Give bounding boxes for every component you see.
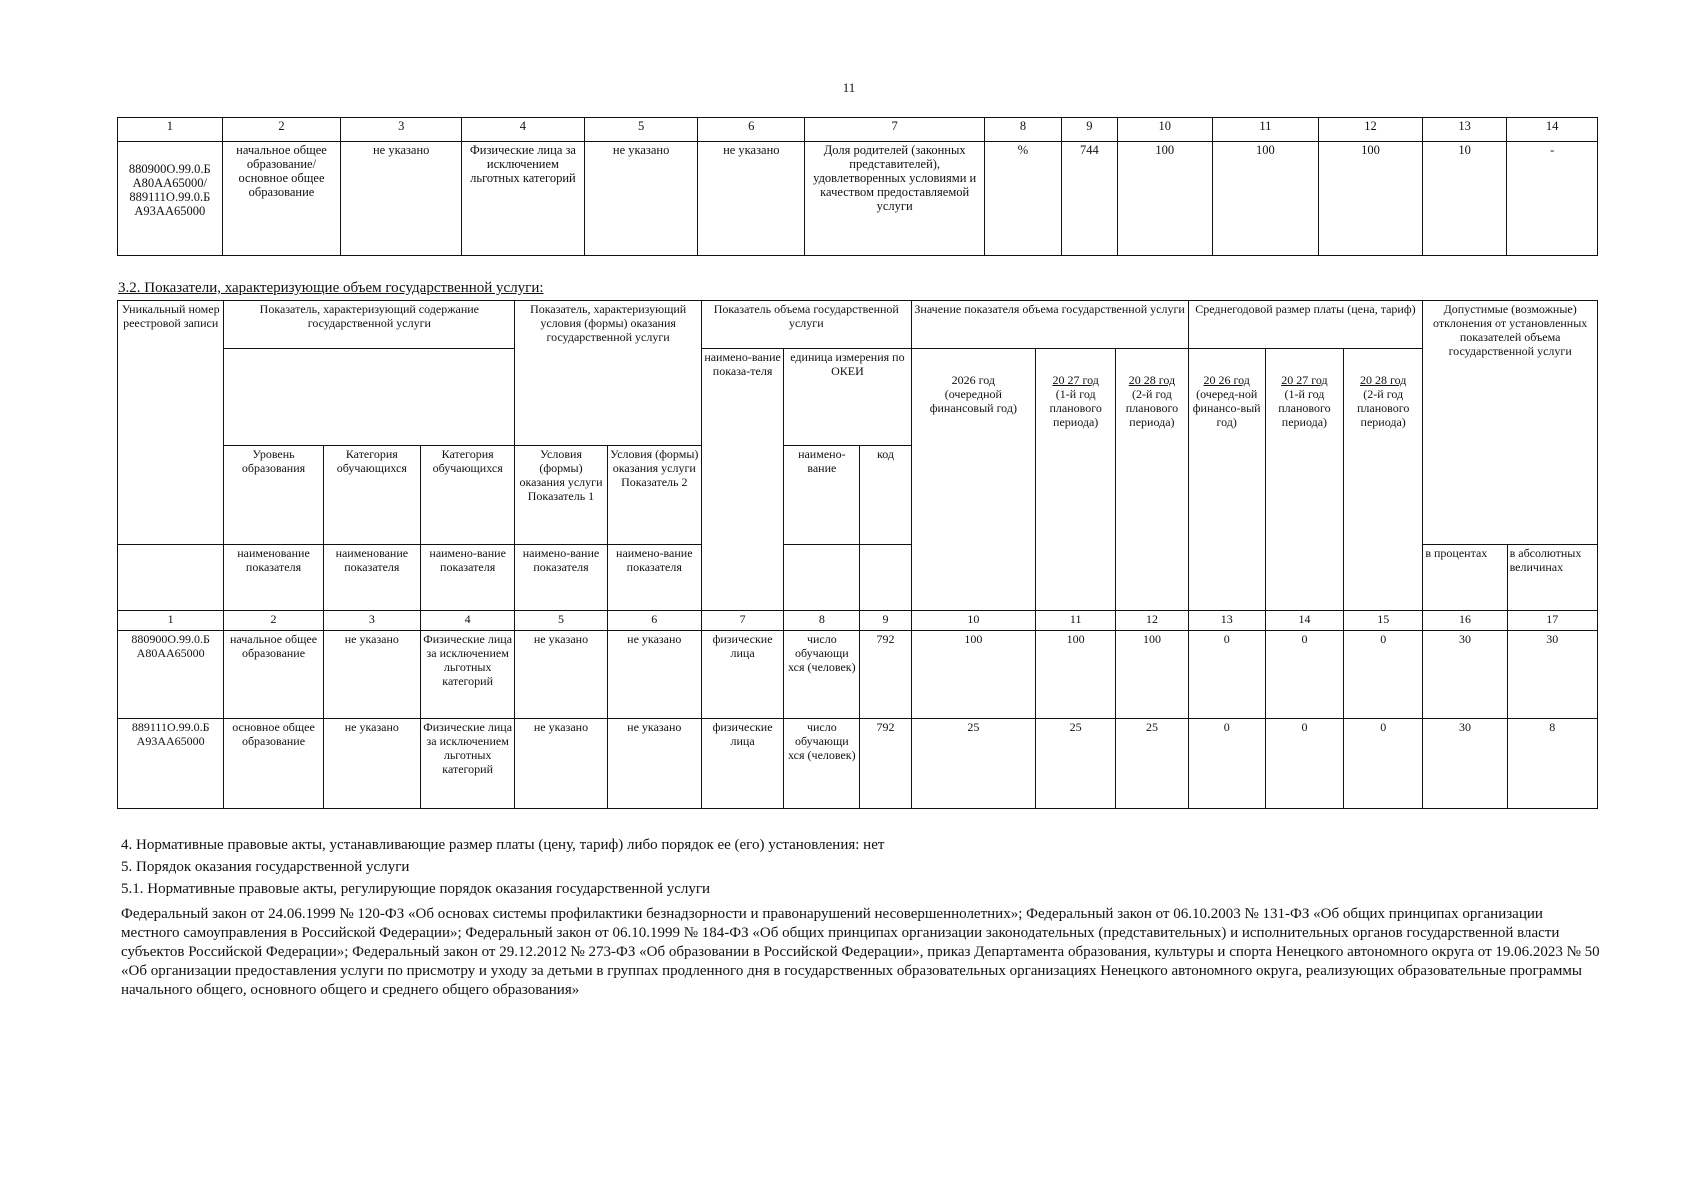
col-num: 15 (1344, 611, 1423, 631)
header-indicator-name: наимено-вание показа-теля (701, 349, 783, 611)
okei-code: 792 (860, 631, 911, 719)
header-conditions-group: Показатель, характеризующий условия (формы) оказания государственной услуги (515, 301, 702, 446)
header-fee-2028 (1344, 349, 1423, 611)
condition: не указано (698, 142, 805, 256)
value-2026: 25 (911, 719, 1035, 809)
header-level: Уровень образования (224, 446, 323, 545)
year-sub: (1-й год планового периода) (1049, 387, 1102, 429)
header-cond1: Условия (формы) оказания услуги Показатель 1 (515, 446, 607, 545)
header-cond2: Условия (формы) оказания услуги Показатель 2 (607, 446, 701, 545)
indicator-name: физические лица (701, 719, 783, 809)
year-sub: (очередной финансовый год) (929, 387, 1017, 415)
indicator-name: Доля родителей (законных представителей), удовлетворенных условиями и качеством предоставляемой услуги (805, 142, 985, 256)
deviation-percent: 10 (1422, 142, 1507, 256)
col-num: 7 (805, 118, 985, 142)
paragraph-regulating-acts: 5.1. Нормативные правовые акты, регулирующие порядок оказания государственной услуги (121, 881, 711, 897)
quality-indicators-table (117, 117, 1598, 256)
col-num: 1 (118, 118, 223, 142)
condition: не указано (607, 719, 701, 809)
header-cat1: Категория обучающихся (323, 446, 420, 545)
student-category: не указано (323, 719, 420, 809)
col-num: 4 (420, 611, 514, 631)
condition: не указано (607, 631, 701, 719)
value-2027: 100 (1036, 631, 1116, 719)
registry-code: 880900О.99.0.Б А80АА65000/ 889111О.99.0.Б А93АА65000 (118, 142, 223, 256)
fee-2028: 0 (1344, 719, 1423, 809)
okei-code: 792 (860, 719, 911, 809)
header-fee-2027 (1265, 349, 1343, 611)
value-2026: 100 (911, 631, 1035, 719)
table-row (118, 142, 1598, 256)
education-level: основное общее образование (224, 719, 323, 809)
col-num: 9 (1061, 118, 1117, 142)
header-fee-2026 (1188, 349, 1265, 611)
col-num: 2 (224, 611, 323, 631)
paragraph-service-order: 5. Порядок оказания государственной услуги (121, 859, 410, 875)
column-number-row (118, 611, 1598, 631)
value-2027: 100 (1212, 142, 1319, 256)
header-name-c: наимено-вание показателя (420, 545, 514, 611)
header-deviation-group: Допустимые (возможные) отклонения от установленных показателей объема государственной услуги (1423, 301, 1598, 545)
year-label: 20 28 год (1128, 373, 1176, 387)
unit-name: % (985, 142, 1061, 256)
col-num: 14 (1265, 611, 1343, 631)
col-num: 7 (701, 611, 783, 631)
deviation-absolute: - (1507, 142, 1598, 256)
col-num: 4 (462, 118, 585, 142)
col-num: 8 (985, 118, 1061, 142)
value-2028: 25 (1116, 719, 1188, 809)
condition: не указано (515, 631, 607, 719)
volume-indicators-table (117, 300, 1598, 809)
header-unit-name: наимено-вание (784, 446, 860, 545)
header-year-2027 (1036, 349, 1116, 611)
col-num: 12 (1116, 611, 1188, 631)
header-cat2: Категория обучающихся (420, 446, 514, 545)
col-num: 14 (1507, 118, 1598, 142)
col-num: 2 (222, 118, 341, 142)
header-name-a: наименование показателя (224, 545, 323, 611)
header-content-spacer (224, 349, 515, 446)
col-num: 8 (784, 611, 860, 631)
col-num: 13 (1188, 611, 1265, 631)
value-2027: 25 (1036, 719, 1116, 809)
education-level: начальное общее образование (224, 631, 323, 719)
registry-code: 880900О.99.0.Б А80АА65000 (118, 631, 224, 719)
col-num: 10 (1118, 118, 1213, 142)
student-category: не указано (323, 631, 420, 719)
header-volume-group: Показатель объема государственной услуги (701, 301, 911, 349)
col-num: 1 (118, 611, 224, 631)
year-label: 20 27 год (1281, 373, 1328, 387)
header-unique-spacer (118, 545, 224, 611)
header-name-b: наименование показателя (323, 545, 420, 611)
year-sub: (1-й год планового периода) (1278, 387, 1331, 429)
col-num: 11 (1212, 118, 1319, 142)
header-year-2026 (911, 349, 1035, 611)
indicator-name: физические лица (701, 631, 783, 719)
deviation-absolute: 30 (1507, 631, 1597, 719)
okei-code: 744 (1061, 142, 1117, 256)
col-num: 17 (1507, 611, 1597, 631)
col-num: 3 (323, 611, 420, 631)
fee-2026: 0 (1188, 719, 1265, 809)
col-num: 16 (1423, 611, 1507, 631)
column-number-row (118, 118, 1598, 142)
student-category: Физические лица за исключением льготных категорий (420, 631, 514, 719)
header-name-d: наимено-вание показателя (515, 545, 607, 611)
col-num: 3 (341, 118, 462, 142)
year-label: 20 28 год (1359, 373, 1407, 387)
header-unit-okei: единица измерения по ОКЕИ (784, 349, 911, 446)
condition: не указано (584, 142, 698, 256)
paragraph-fee-acts: 4. Нормативные правовые акты, устанавливающие размер платы (цену, тариф) либо порядок ее (его) установления: нет (121, 837, 885, 853)
fee-2026: 0 (1188, 631, 1265, 719)
value-2028: 100 (1319, 142, 1423, 256)
fee-2027: 0 (1265, 719, 1343, 809)
student-category: Физические лица за исключением льготных категорий (420, 719, 514, 809)
header-year-2028 (1116, 349, 1188, 611)
year-sub: (2-й год планового периода) (1357, 387, 1410, 429)
col-num: 5 (515, 611, 607, 631)
col-num: 12 (1319, 118, 1423, 142)
deviation-absolute: 8 (1507, 719, 1597, 809)
education-level: начальное общее образование/ основное общее образование (222, 142, 341, 256)
header-content-group: Показатель, характеризующий содержание государственной услуги (224, 301, 515, 349)
value-2028: 100 (1116, 631, 1188, 719)
page-number: 11 (842, 80, 856, 95)
header-unique-number: Уникальный номер реестровой записи (118, 301, 224, 545)
fee-2028: 0 (1344, 631, 1423, 719)
header-unit-code: код (860, 446, 911, 545)
year-label: 2026 год (951, 373, 996, 387)
header-dev-abs: в абсолютных величинах (1507, 545, 1597, 611)
condition: не указано (515, 719, 607, 809)
header-name-e: наимено-вание показателя (607, 545, 701, 611)
unit-name: число обучающи хся (человек) (784, 631, 860, 719)
col-num: 5 (584, 118, 698, 142)
header-dev-pct: в процентах (1423, 545, 1507, 611)
col-num: 9 (860, 611, 911, 631)
col-num: 6 (698, 118, 805, 142)
deviation-percent: 30 (1423, 631, 1507, 719)
col-num: 10 (911, 611, 1035, 631)
student-category: не указано (341, 142, 462, 256)
header-unit-code-spacer (860, 545, 911, 611)
registry-code: 889111О.99.0.Б А93АА65000 (118, 719, 224, 809)
fee-2027: 0 (1265, 631, 1343, 719)
year-sub: (2-й год планового периода) (1125, 387, 1179, 429)
table-row (118, 719, 1598, 809)
header-value-group: Значение показателя объема государственной услуги (911, 301, 1188, 349)
value-2026: 100 (1118, 142, 1213, 256)
year-sub: (очеред-ной финансо-вый год) (1192, 387, 1261, 429)
year-label: 20 26 год (1203, 373, 1250, 387)
student-category: Физические лица за исключением льготных категорий (462, 142, 585, 256)
section-title: 3.2. Показатели, характеризующие объем государственной услуги: (118, 280, 544, 296)
col-num: 11 (1036, 611, 1116, 631)
year-label: 20 27 год (1052, 373, 1099, 387)
header-fee-group: Среднегодовой размер платы (цена, тариф) (1188, 301, 1423, 349)
col-num: 6 (607, 611, 701, 631)
unit-name: число обучающи хся (человек) (784, 719, 860, 809)
deviation-percent: 30 (1423, 719, 1507, 809)
paragraph-laws-list: Федеральный закон от 24.06.1999 № 120-ФЗ «Об основах системы профилактики безнадзорности и правонарушений несовершеннолетних»; Федеральный закон от 06.10.2003 № 131-ФЗ «Об общих принципах организации местного самоуправления в Российской Федерации»; Федеральный закон от 06.10.1999 № 184-ФЗ «Об общих принципах организации законодательных (представительных) и исполнительных органов государственной власти субъектов Российской Федерации»; Федеральный закон от 29.12.2012 № 273-ФЗ «Об образовании в Российской Федерации», приказ Департамента образования, культуры и спорта Ненецкого автономного округа от 19.06.2023 № 50 «Об организации предоставления услуги по присмотру и уходу за детьми в группах продленного дня в государственных образовательных организациях Ненецкого автономного округа, реализующих образовательные программы начального общего, основного общего и среднего общего образования» (121, 906, 1600, 998)
header-unit-name-spacer (784, 545, 860, 611)
col-num: 13 (1422, 118, 1507, 142)
table-row (118, 631, 1598, 719)
